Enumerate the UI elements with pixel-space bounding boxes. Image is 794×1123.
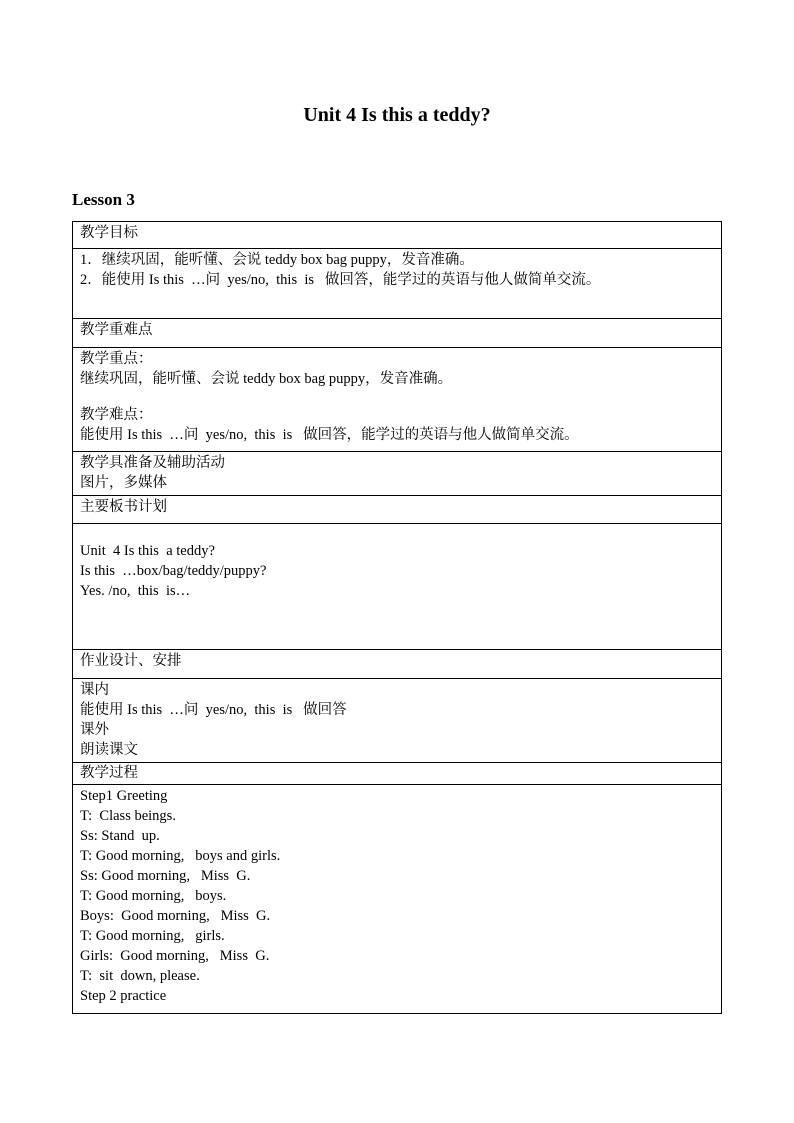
- difficulty-label: 教学难点：: [80, 407, 153, 423]
- process-header: 教学过程: [73, 763, 722, 785]
- process-line: Ss: Good morning, Miss G.: [80, 868, 251, 884]
- process-line: Step1 Greeting: [80, 788, 168, 804]
- key-points-header-row: [73, 319, 722, 348]
- process-line: Girls: Good morning, Miss G.: [80, 948, 270, 964]
- after-class-label: 课外: [80, 722, 109, 738]
- objective-line: 2．能使用 Is this …问 yes/no, this is 做回答，能学过的英语与他人做简单交流。: [80, 272, 601, 288]
- process-content: [73, 785, 722, 1014]
- objectives-header-row: [73, 222, 722, 249]
- after-class-text: 朗读课文: [80, 742, 138, 758]
- homework-header: 作业设计、安排: [73, 650, 722, 679]
- homework-content: [73, 679, 722, 763]
- board-header-row: [73, 496, 722, 524]
- homework-header-row: [73, 650, 722, 679]
- board-line: Is this …box/bag/teddy/puppy?: [80, 563, 267, 579]
- key-points-header: 教学重难点: [73, 319, 722, 348]
- homework-content-row: [73, 679, 722, 763]
- objective-line: 1．继续巩固，能听懂、会说 teddy box bag puppy，发音准确。: [80, 252, 474, 268]
- objectives-header: 教学目标: [73, 222, 722, 249]
- process-line: T: Class beings.: [80, 808, 176, 824]
- materials-content: [73, 452, 722, 496]
- materials-row: [73, 452, 722, 496]
- process-header-row: [73, 763, 722, 785]
- process-line: T: Good morning, boys.: [80, 888, 227, 904]
- objectives-content-row: [73, 249, 722, 319]
- process-content-row: [73, 785, 722, 1014]
- process-line: Ss: Stand up.: [80, 828, 160, 844]
- process-line: T: sit down, please.: [80, 968, 200, 984]
- board-line: Unit 4 Is this a teddy?: [80, 543, 215, 559]
- objectives-content: [73, 249, 722, 319]
- process-line: Step 2 practice: [80, 988, 167, 1004]
- lesson-plan-table: [72, 221, 722, 1014]
- board-content: [73, 524, 722, 650]
- key-points-content: [73, 348, 722, 452]
- lesson-heading: Lesson 3: [72, 190, 135, 209]
- board-line: Yes. /no, this is…: [80, 583, 191, 599]
- process-line: T: Good morning, boys and girls.: [80, 848, 281, 864]
- key-points-content-row: [73, 348, 722, 452]
- focus-label: 教学重点：: [80, 351, 153, 367]
- focus-text: 继续巩固，能听懂、会说 teddy box bag puppy，发音准确。: [80, 371, 453, 387]
- board-content-row: [73, 524, 722, 650]
- board-header: 主要板书计划: [73, 496, 722, 524]
- materials-header: 教学具准备及辅助活动: [80, 455, 225, 471]
- difficulty-text: 能使用 Is this …问 yes/no, this is 做回答，能学过的英语与他人做简单交流。: [80, 427, 579, 443]
- in-class-label: 课内: [80, 682, 109, 698]
- in-class-text: 能使用 Is this …问 yes/no, this is 做回答: [80, 702, 347, 718]
- page-title: Unit 4 Is this a teddy?: [303, 104, 491, 126]
- process-line: Boys: Good morning, Miss G.: [80, 908, 271, 924]
- process-line: T: Good morning, girls.: [80, 928, 225, 944]
- materials-text: 图片，多媒体: [80, 475, 167, 491]
